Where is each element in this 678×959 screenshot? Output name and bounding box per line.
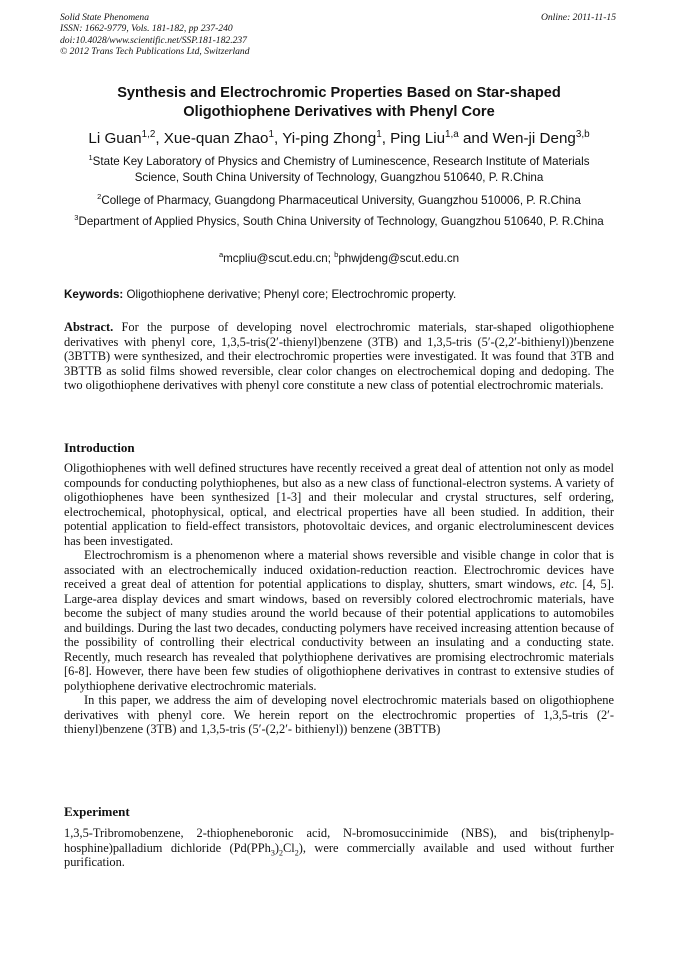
author-separator: , bbox=[155, 130, 164, 147]
affiliation-3 bbox=[66, 214, 612, 230]
affiliation-text: College of Pharmacy, Guangdong Pharmaceutical University, Guangzhou 510006, P. R.China bbox=[101, 194, 581, 207]
affiliation-1 bbox=[66, 154, 612, 186]
author-list bbox=[20, 129, 658, 149]
intro-paragraph-1: Oligothiophenes with well defined structures have recently received a great deal of attention not only as model compounds for conducting polythiophenes, but also as a new class of functional-electron systems. A variety of oligothiophenes have been synthesized [1-3] and their molecular and crystal structures, self ordering, electrochemical, photophysical, optical, and electrical properties have all been studied. In addition, their potential application to field-effect transistors, photovoltaic devices, and organic electroluminescent devices has been investigated. bbox=[64, 461, 614, 548]
exp-text-d: ), were commercially available and used without further purification. bbox=[64, 840, 614, 869]
email-a: mcpliu@scut.edu.cn; bbox=[223, 252, 335, 265]
author-separator: , bbox=[381, 130, 391, 147]
intro-p2-text-a: Electrochromism is a phenomenon where a material shows reversible and visible change in color that is associated with an electrochemically induced oxidation-reduction reaction. Electrochromic devices have received a great deal of attention for potential applications to display, shutters, smart windows, bbox=[64, 548, 614, 591]
experiment-paragraph bbox=[64, 826, 614, 870]
author-separator: , bbox=[274, 130, 283, 147]
email-line bbox=[66, 251, 612, 267]
title-line-2: Oligothiophene Derivatives with Phenyl Core bbox=[183, 104, 495, 120]
affiliation-text: State Key Laboratory of Physics and Chemistry of Luminescence, Research Institute of Materials Science, South China University of Technology, Guangzhou 510640, P. R.China bbox=[92, 155, 590, 184]
paper-title bbox=[40, 84, 638, 122]
online-date: Online: 2011-11-15 bbox=[540, 12, 616, 23]
issn-line: ISSN: 1662-9779, Vols. 181-182, pp 237-240 bbox=[60, 23, 233, 35]
journal-name: Solid State Phenomena bbox=[60, 12, 149, 23]
title-line-1: Synthesis and Electrochromic Properties Based on Star-shaped bbox=[117, 85, 561, 101]
affiliation-mark: 2 bbox=[97, 192, 102, 202]
abstract-text: For the purpose of developing novel electrochromic materials, star-shaped oligothiophene derivatives with phenyl core, 1,3,5-tris(2′-thienyl)benzene (3TB) and 1,3,5-tris (5′-(2,2′-bithienyl))benzene (3BTTB) were synthesized, and their electrochromic properties were investigated. It was found that 3TB and 3BTTB as solid films showed reversible, clear color changes on electrochemical doping and dedoping. The two oligothiophene derivatives with phenyl core constitute a new class of potential electrochromic materials. bbox=[64, 320, 614, 392]
journal-header bbox=[60, 12, 616, 58]
exp-text-c: Cl bbox=[283, 840, 295, 855]
author-and: and bbox=[458, 130, 493, 147]
doi-line: doi:10.4028/www.scientific.net/SSP.181-182.237 bbox=[60, 34, 247, 46]
author-affiliation-mark: 1 bbox=[268, 128, 275, 140]
experiment-heading: Experiment bbox=[64, 804, 130, 819]
affiliation-2 bbox=[66, 193, 612, 209]
exp-text-b: ) bbox=[274, 840, 279, 855]
affiliation-mark: 3 bbox=[74, 213, 79, 223]
author-name: Li Guan bbox=[88, 130, 142, 147]
email-b: phwjdeng@scut.edu.cn bbox=[338, 252, 460, 265]
keywords bbox=[64, 287, 614, 302]
author-affiliation-mark: 1 bbox=[376, 128, 382, 140]
author-name: Wen-ji Deng bbox=[492, 130, 576, 147]
exp-sub-3: 2 bbox=[294, 847, 299, 857]
email-mark-a: a bbox=[218, 250, 224, 260]
exp-sub-1: 3 bbox=[270, 847, 275, 857]
intro-p2-etc: etc. bbox=[560, 577, 578, 591]
email-mark-b: b bbox=[334, 250, 339, 260]
author-affiliation-mark: 1,2 bbox=[141, 128, 156, 140]
intro-paragraph-3: In this paper, we address the aim of developing novel electrochromic materials based on oligothiophene derivatives with phenyl core. We herein report on the electrochromic properties of 1,3,5-tris (2′-thienyl)benzene (3TB) and 1,3,5-tris (5′-(2,2′- bithienyl)) benzene (3BTTB) bbox=[64, 693, 614, 736]
author-affiliation-mark: 1,a bbox=[445, 128, 459, 140]
affiliation-text: Department of Applied Physics, South China University of Technology, Guangzhou 510640, P. R.China bbox=[78, 215, 604, 228]
author-name: Yi-ping Zhong bbox=[282, 130, 377, 147]
author-affiliation-mark: 3,b bbox=[575, 128, 590, 140]
keywords-text: Oligothiophene derivative; Phenyl core; Electrochromic property. bbox=[123, 288, 457, 301]
intro-paragraph-2 bbox=[64, 548, 614, 693]
introduction-heading: Introduction bbox=[64, 440, 135, 455]
exp-text-a: 1,3,5-Tribromobenzene, 2-thiopheneboronic acid, N-bromosuccinimide (NBS), and bis(triphenylp-hosphine)palladium dichloride (Pd(PPh bbox=[64, 826, 614, 855]
affiliation-mark: 1 bbox=[88, 153, 93, 163]
abstract-label: Abstract. bbox=[64, 320, 114, 334]
introduction-body bbox=[64, 461, 614, 737]
copyright-line: © 2012 Trans Tech Publications Ltd, Switzerland bbox=[60, 46, 250, 58]
author-name: Ping Liu bbox=[390, 130, 446, 147]
keywords-label: Keywords: bbox=[64, 288, 124, 301]
abstract bbox=[64, 320, 614, 393]
author-name: Xue-quan Zhao bbox=[163, 130, 269, 147]
experiment-body bbox=[64, 826, 614, 870]
intro-p2-text-b: [4, 5]. Large-area display devices and smart windows, based on reversibly colored electrochromic materials, have become the subject of many studies around the world because of their potential applications to automobiles and buildings. During the last two decades, conducting polymers have received increasing attention because of the possibility of controlling their electrical conductivity between an insulating and a conducting state. Recently, much research has revealed that polythiophene derivatives are promising electrochromic materials [6-8]. However, there have been few studies of oligothiophene derivatives in contrast to extensive studies of polythiophene derivative electrochromic materials. bbox=[64, 577, 614, 693]
exp-sub-2: 2 bbox=[278, 847, 284, 857]
